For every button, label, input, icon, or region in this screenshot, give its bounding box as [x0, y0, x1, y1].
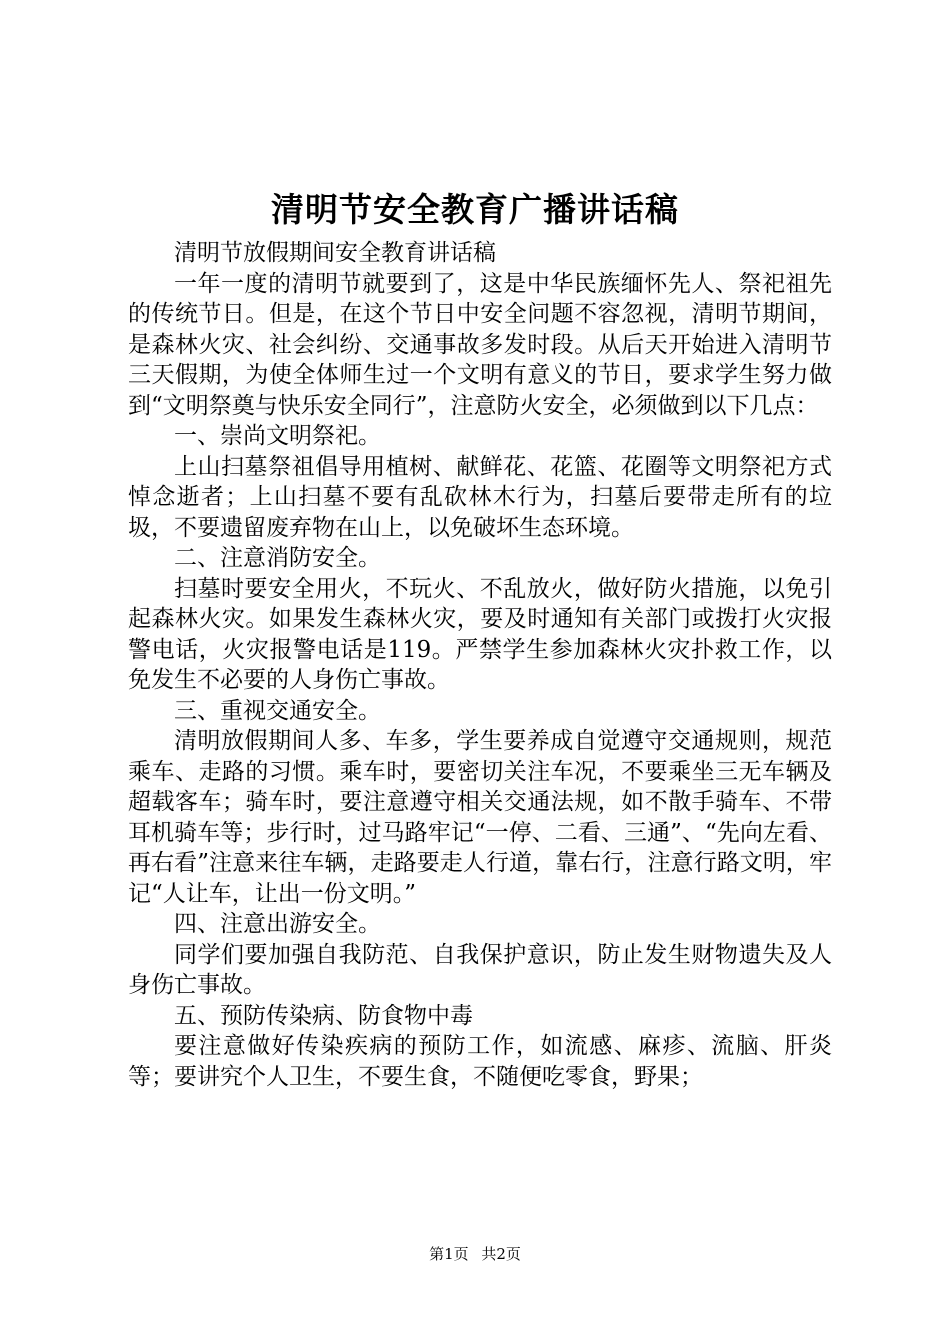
- section-heading-1: 一、崇尚文明祭祀。: [174, 423, 381, 449]
- paragraph-section-2: 扫墓时要安全用火，不玩火、不乱放火，做好防火措施，以免引起森林火灾。如果发生森林火灾，要及时通知有关部门或拨打火灾报警电话，火灾报警电话是119。严禁学生参加森林火灾扑救工作，以免发生不必要的人身伤亡事故。: [128, 575, 832, 693]
- paragraph-section-1: 上山扫墓祭祖倡导用植树、献鲜花、花篮、花圈等文明祭祀方式悼念逝者；上山扫墓不要有乱砍林木行为，扫墓后要带走所有的垃圾，不要遗留废弃物在山上，以免破坏生态环境。: [128, 453, 832, 541]
- paragraph-intro: 一年一度的清明节就要到了，这是中华民族缅怀先人、祭祀祖先的传统节日。但是，在这个节日中安全问题不容忽视，清明节期间，是森林火灾、社会纠纷、交通事故多发时段。从后天开始进入清明节三天假期，为使全体师生过一个文明有意义的节日，要求学生努力做到“文明祭奠与快乐安全同行”，注意防火安全，必须做到以下几点：: [128, 270, 832, 419]
- paragraph-section-5: 要注意做好传染疾病的预防工作，如流感、麻疹、流脑、肝炎等；要讲究个人卫生，不要生食，不随便吃零食，野果；: [128, 1033, 832, 1090]
- page-footer: [0, 1244, 950, 1264]
- section-heading-3: 三、重视交通安全。: [174, 697, 381, 724]
- document-body: [128, 238, 832, 1092]
- section-heading-2: 二、注意消防安全。: [174, 545, 381, 571]
- paragraph-section-3: 清明放假期间人多、车多，学生要养成自觉遵守交通规则，规范乘车、走路的习惯。乘车时，要密切关注车况，不要乘坐三无车辆及超载客车；骑车时，要注意遵守相关交通法规，如不散手骑车、不带耳机骑车等；步行时，过马路牢记“一停、二看、三通”、“先向左看、再右看”注意来往车辆，走路要走人行道，靠右行，注意行路文明，牢记“人让车，让出一份文明。”: [128, 728, 832, 907]
- section-heading-5: 五、预防传染病、防食物中毒: [174, 1002, 473, 1029]
- page-total: 共2页: [481, 1245, 521, 1263]
- paragraph-subtitle: 清明节放假期间安全教育讲话稿: [174, 240, 496, 266]
- section-heading-4: 四、注意出游安全。: [174, 911, 381, 937]
- page-number: 第1页: [429, 1245, 469, 1263]
- document-title: 清明节安全教育广播讲话稿: [271, 190, 679, 229]
- paragraph-section-4: 同学们要加强自我防范、自我保护意识，防止发生财物遗失及人身伤亡事故。: [128, 941, 832, 998]
